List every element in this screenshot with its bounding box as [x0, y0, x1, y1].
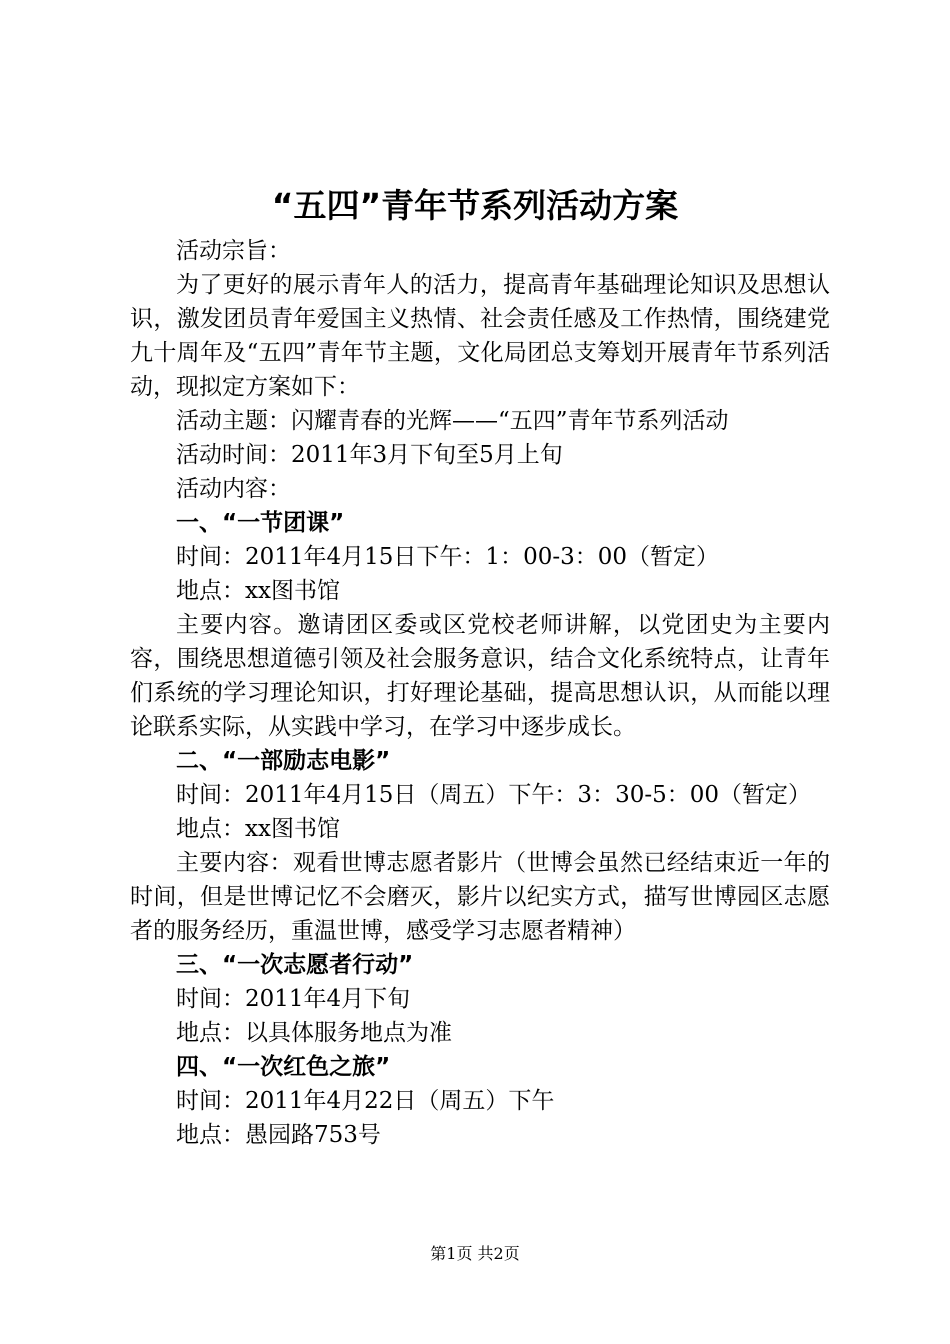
- paragraph: 活动主题：闪耀青春的光辉——“五四”青年节系列活动: [176, 408, 729, 434]
- paragraph: 为了更好的展示青年人的活力，提高青年基础理论知识及思想认识，激发团员青年爱国主义热情、社会责任感及工作热情，围绕建党九十周年及“五四”青年节主题，文化局团总支筹划开展青年节系列活动，现拟定方案如下：: [130, 272, 830, 400]
- paragraph: 时间：2011年4月22日（周五）下午: [176, 1088, 555, 1114]
- document-body: [130, 234, 830, 1152]
- section-heading: 二、“一部励志电影”: [176, 748, 391, 774]
- paragraph: 活动时间：2011年3月下旬至5月上旬: [176, 442, 563, 468]
- paragraph: 时间：2011年4月下旬: [176, 986, 411, 1012]
- paragraph: 地点：xx图书馆: [176, 816, 340, 842]
- paragraph: 活动宗旨：: [176, 238, 291, 264]
- paragraph: 时间：2011年4月15日（周五）下午：3：30-5：00（暂定）: [176, 782, 812, 808]
- section-heading: 一、“一节团课”: [176, 510, 345, 536]
- paragraph: 地点：xx图书馆: [176, 578, 340, 604]
- paragraph: 地点：愚园路753号: [176, 1122, 381, 1148]
- document-title: “五四”青年节系列活动方案: [271, 186, 679, 225]
- paragraph: 时间：2011年4月15日下午：1：00-3：00（暂定）: [176, 544, 720, 570]
- page-footer: 第1页 共2页: [430, 1244, 520, 1263]
- section-heading: 四、“一次红色之旅”: [176, 1054, 391, 1080]
- paragraph: 活动内容：: [176, 476, 291, 502]
- section-heading: 三、“一次志愿者行动”: [176, 952, 414, 978]
- paragraph: 地点：以具体服务地点为准: [176, 1020, 452, 1046]
- paragraph: 主要内容。邀请团区委或区党校老师讲解，以党团史为主要内容，围绕思想道德引领及社会服务意识，结合文化系统特点，让青年们系统的学习理论知识，打好理论基础，提高思想认识，从而能以理论联系实际，从实践中学习，在学习中逐步成长。: [130, 612, 830, 740]
- paragraph: 主要内容：观看世博志愿者影片（世博会虽然已经结束近一年的时间，但是世博记忆不会磨灭，影片以纪实方式，描写世博园区志愿者的服务经历，重温世博，感受学习志愿者精神）: [130, 850, 830, 944]
